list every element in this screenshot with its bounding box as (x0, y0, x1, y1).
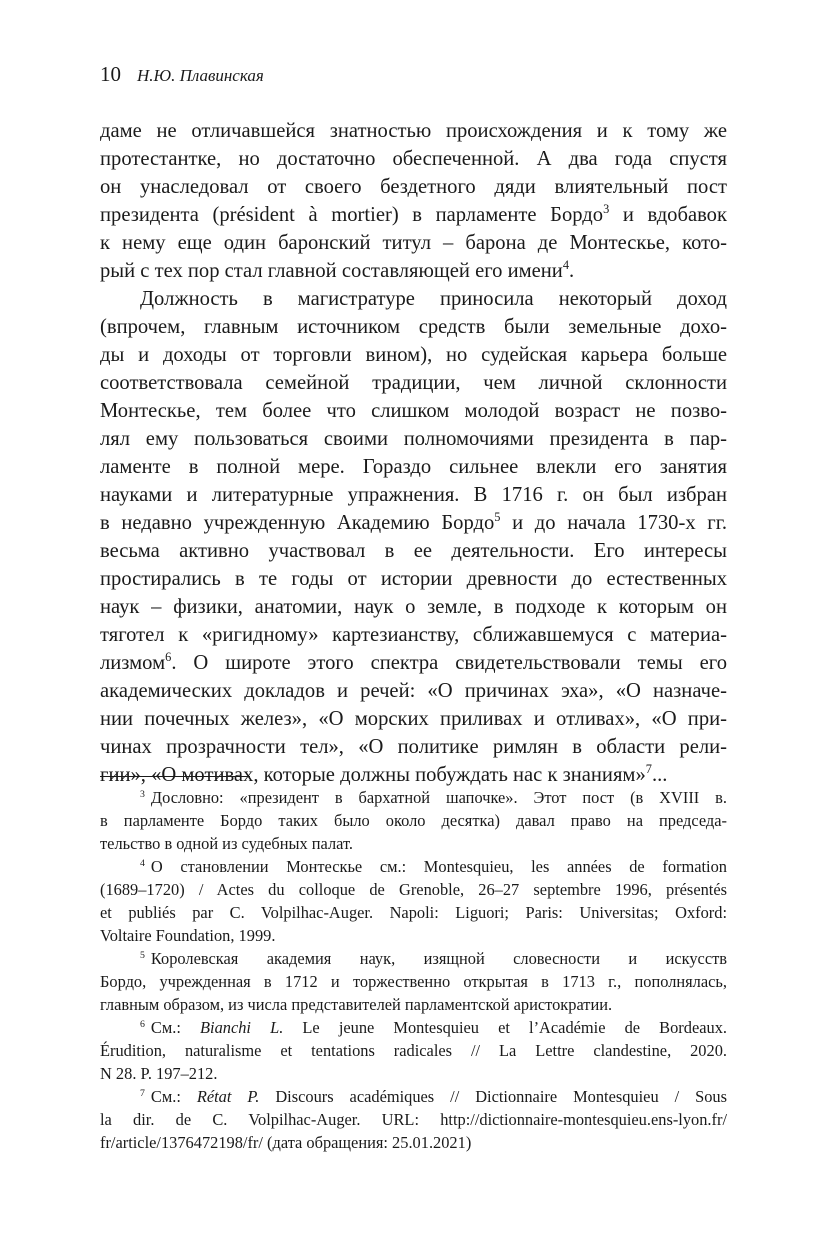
footnote-ref: 4 (562, 258, 570, 273)
footnote-ref: 3 (603, 202, 610, 217)
footnote-line: N 28. P. 197–212. (100, 1064, 218, 1083)
footnote-mark: 6 (140, 1018, 145, 1030)
text-line: (впрочем, главным источником средств были земельные дохо- (100, 316, 727, 338)
text-line: в недавно учрежденную Академию Бордо$^5$ и до начала 1730-х гг. (100, 510, 728, 534)
footnote-ref: 6 (165, 650, 172, 665)
text-line: науками и литературные упражнения. В 1716 г. он был избран (100, 484, 727, 506)
text-line: академических докладов и речей: «О причинах эха», «О назначе- (100, 680, 727, 702)
footnote-line: Érudition, naturalisme et tentations radicales // La Lettre clandestine, 2020. (100, 1041, 727, 1060)
footnote-mark: 4 (140, 857, 145, 869)
footnote-url-line: la dir. de C. Volpilhac-Auger. URL: http://dictionnaire-montesquieu.ens-lyon.fr/ (100, 1110, 727, 1129)
main-text (100, 117, 727, 789)
footnote-mark: 7 (140, 1087, 145, 1099)
footnote-3: $^3$ Дословно: «президент в бархатной шапочке». Этот пост (в XVIII в. (140, 788, 727, 807)
text-line: лизмом$^6$. О широте этого спектра свидетельствовали темы его (100, 650, 727, 674)
footnotes (100, 786, 727, 1154)
footnote-mark: 3 (140, 788, 145, 800)
footnote-line: Voltaire Foundation, 1999. (100, 926, 276, 945)
footnote-line: et publiés par C. Volpilhac-Auger. Napoli: Liguori; Paris: Universitas; Oxford: (100, 903, 727, 922)
footnote-6: $^6$ См.: Bianchi L. Le jeune Montesquieu et l’Académie de Bordeaux. (140, 1018, 728, 1037)
footnote-separator (100, 776, 250, 777)
text-line: протестантке, но достаточно обеспеченной. А два года спустя (100, 148, 727, 170)
text-line: наук – физики, анатомии, наук о земле, в подходе к которым он (100, 596, 727, 618)
text-line: лял ему пользоваться своими полномочиями президента в пар- (100, 428, 727, 450)
text-line: тяготел к «ригидному» картезианству, сближавшемуся с материа- (100, 624, 727, 646)
footnote-line: тельство в одной из судебных палат. (100, 834, 354, 853)
text-line: чинах прозрачности тел», «О политике римлян в области рели- (100, 736, 727, 758)
running-title: Н.Ю. Плавинская (137, 66, 264, 85)
text-line: нии почечных желез», «О морских приливах и отливах», «О при- (100, 708, 727, 730)
footnote-line: в парламенте Бордо таких было около десятка) давал право на председа- (100, 811, 727, 830)
footnote-4: $^4$ О становлении Монтескье см.: Montesquieu, les années de formation (140, 857, 727, 876)
text-line: он унаследовал от своего бездетного дяди влиятельный пост (100, 176, 727, 198)
text-line: гии», «О мотивах, которые должны побуждать нас к знаниям»$^7$... (100, 762, 668, 786)
author-name: Rétat P. (196, 1087, 260, 1106)
text-line: весьма активно участвовал в ее деятельности. Его интересы (100, 540, 727, 562)
text-line: ды и доходы от торговли вином), но судейская карьера больше (100, 344, 727, 366)
footnote-line: Бордо, учрежденная в 1712 и торжественно открытая в 1713 г., пополнялась, (100, 972, 727, 991)
footnote-line: fr/article/1376472198/fr/ (дата обращения: 25.01.2021) (100, 1133, 472, 1152)
text-line: к нему еще один баронский титул – барона де Монтескье, кото- (100, 232, 727, 254)
page-number: 10 (100, 62, 121, 86)
author-name: Bianchi L. (200, 1018, 284, 1037)
text-line: Должность в магистратуре приносила некоторый доход (140, 288, 727, 310)
text-line: даме не отличавшейся знатностью происхождения и к тому же (100, 120, 727, 142)
text-line: соответствовала семейной традиции, чем личной склонности (100, 372, 727, 394)
text-line: Монтескье, тем более что слишком молодой возраст не позво- (100, 400, 727, 422)
text-line: президента (président à mortier) в парламенте Бордо$^3$ и вдобавок (100, 202, 727, 226)
text-line: простирались в те годы от истории древности до естественных (100, 568, 727, 590)
footnote-line: главным образом, из числа представителей парламентской аристократии. (100, 995, 613, 1014)
footnote-ref: 7 (645, 762, 652, 777)
text-line: рый с тех пор стал главной составляющей его имени$^4$. (100, 258, 575, 282)
running-head (100, 62, 264, 87)
footnote-mark: 5 (140, 949, 145, 961)
text-line: ламенте в полной мере. Гораздо сильнее влекли его занятия (100, 456, 727, 478)
footnote-5: $^5$ Королевская академия наук, изящной словесности и искусств (140, 949, 727, 968)
footnote-ref: 5 (494, 510, 501, 525)
footnote-line: (1689–1720) / Actes du colloque de Grenoble, 26–27 septembre 1996, présentés (100, 880, 727, 899)
footnote-7: $^7$ См.: Rétat P. Discours académiques // Dictionnaire Montesquieu / Sous (140, 1087, 727, 1106)
